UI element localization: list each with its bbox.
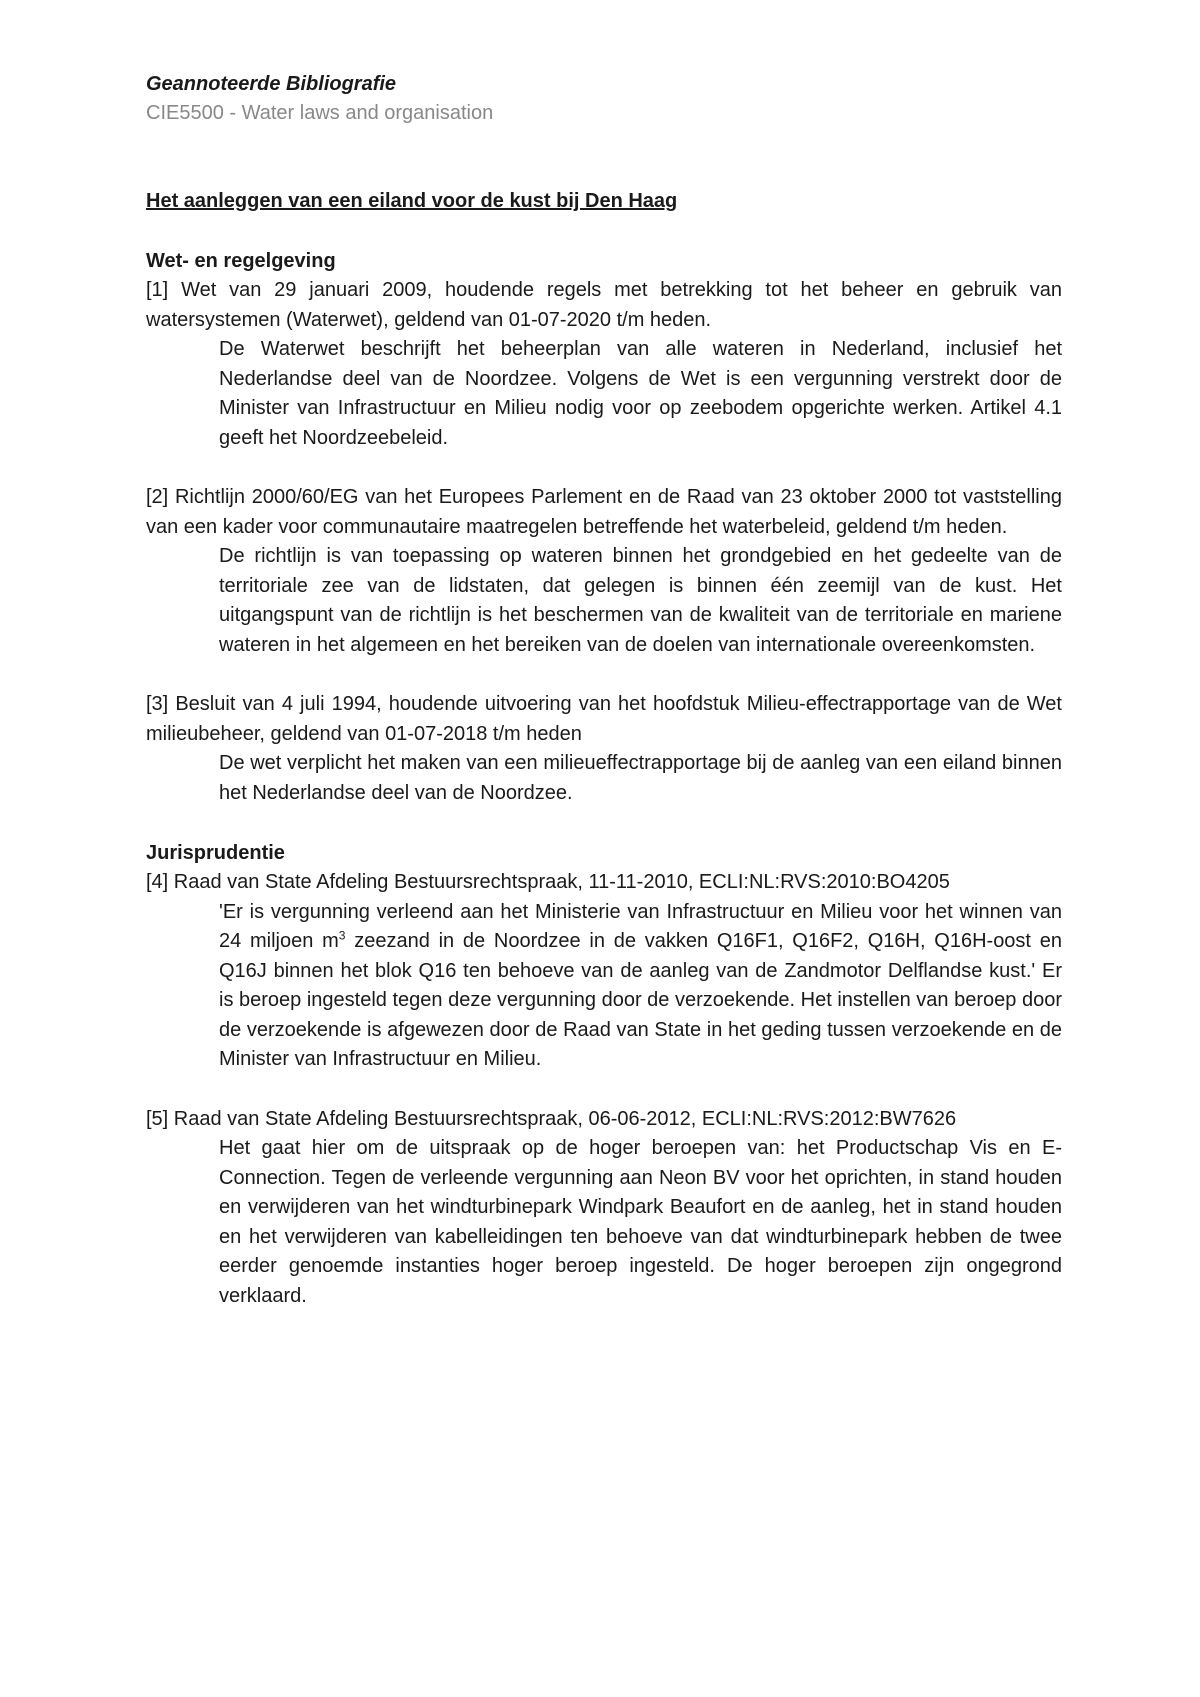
bibliography-entry-4	[146, 868, 1062, 1075]
entry-annotation: Het gaat hier om de uitspraak op de hoger beroepen van: het Productschap Vis en E-Connection. Tegen de verleende vergunning aan Neon BV voor het oprichten, in stand houden en verwijderen van het windturbinepark Windpark Beaufort en de aanleg, het in stand houden en het verwijderen van kabelleidingen ten behoeve van dat windturbinepark hebben de twee eerder genoemde instanties hoger beroep ingesteld. De hoger beroepen zijn ongegrond verklaard.	[219, 1137, 1062, 1307]
entry-annotation: De wet verplicht het maken van een milieueffectrapportage bij de aanleg van een eiland binnen het Nederlandse deel van de Noordzee.	[219, 752, 1062, 804]
bibliography-entry-1	[146, 276, 1062, 453]
bibliography-entry-5	[146, 1105, 1062, 1312]
document-title: Geannoteerde Bibliografie	[146, 73, 397, 95]
section-heading-legislation: Wet- en regelgeving	[146, 250, 336, 272]
entry-citation: [1] Wet van 29 januari 2009, houdende regels met betrekking tot het beheer en gebruik van watersystemen (Waterwet), geldend van 01-07-2020 t/m heden.	[146, 279, 1062, 331]
document-subtitle: CIE5500 - Water laws and organisation	[146, 102, 494, 124]
main-heading: Het aanleggen van een eiland voor de kust bij Den Haag	[146, 190, 678, 212]
bibliography-entry-3	[146, 690, 1062, 808]
entry-annotation: De richtlijn is van toepassing op wateren binnen het grondgebied en het gedeelte van de territoriale zee van de lidstaten, dat gelegen is binnen één zeemijl van de kust. Het uitgangspunt van de richtlijn is het beschermen van de kwaliteit van de territoriale en mariene wateren in het algemeen en het bereiken van de doelen van internationale overeenkomsten.	[219, 545, 1062, 656]
bibliography-entry-2	[146, 483, 1062, 660]
entry-citation: [4] Raad van State Afdeling Bestuursrechtspraak, 11-11-2010, ECLI:NL:RVS:2010:BO4205	[146, 871, 950, 893]
annotation-text-part-1: 'Er is vergunning verleend aan het Ministerie van Infrastructuur en Milieu voor het winnen van 24 miljoen m	[219, 900, 1062, 952]
section-heading-jurisprudence: Jurisprudentie	[146, 842, 285, 864]
entry-citation: [2] Richtlijn 2000/60/EG van het Europees Parlement en de Raad van 23 oktober 2000 tot vaststelling van een kader voor communautaire maatregelen betreffende het waterbeleid, geldend t/m heden.	[146, 486, 1062, 538]
entry-annotation: De Waterwet beschrijft het beheerplan van alle wateren in Nederland, inclusief het Nederlandse deel van de Noordzee. Volgens de Wet is een vergunning verstrekt door de Minister van Infrastructuur en Milieu nodig voor op zeebodem opgerichte werken. Artikel 4.1 geeft het Noordzeebeleid.	[219, 338, 1062, 449]
annotation-text-part-2: zeezand in de Noordzee in de vakken Q16F1, Q16F2, Q16H, Q16H-oost en Q16J binnen het blok Q16 ten behoeve van de aanleg van de Zandmotor Delflandse kust.' Er is beroep ingesteld tegen deze vergunning door de verzoekende. Het instellen van beroep door de verzoekende is afgewezen door de Raad van State in het geding tussen verzoekende en de Minister van Infrastructuur en Milieu.	[219, 930, 1062, 1070]
superscript-exponent: 3	[338, 928, 346, 943]
entry-annotation	[219, 898, 1062, 1075]
entry-citation: [3] Besluit van 4 juli 1994, houdende uitvoering van het hoofdstuk Milieu-effectrapportage van de Wet milieubeheer, geldend van 01-07-2018 t/m heden	[146, 693, 1062, 745]
document-page	[146, 70, 1062, 1311]
entry-citation: [5] Raad van State Afdeling Bestuursrechtspraak, 06-06-2012, ECLI:NL:RVS:2012:BW7626	[146, 1107, 957, 1130]
